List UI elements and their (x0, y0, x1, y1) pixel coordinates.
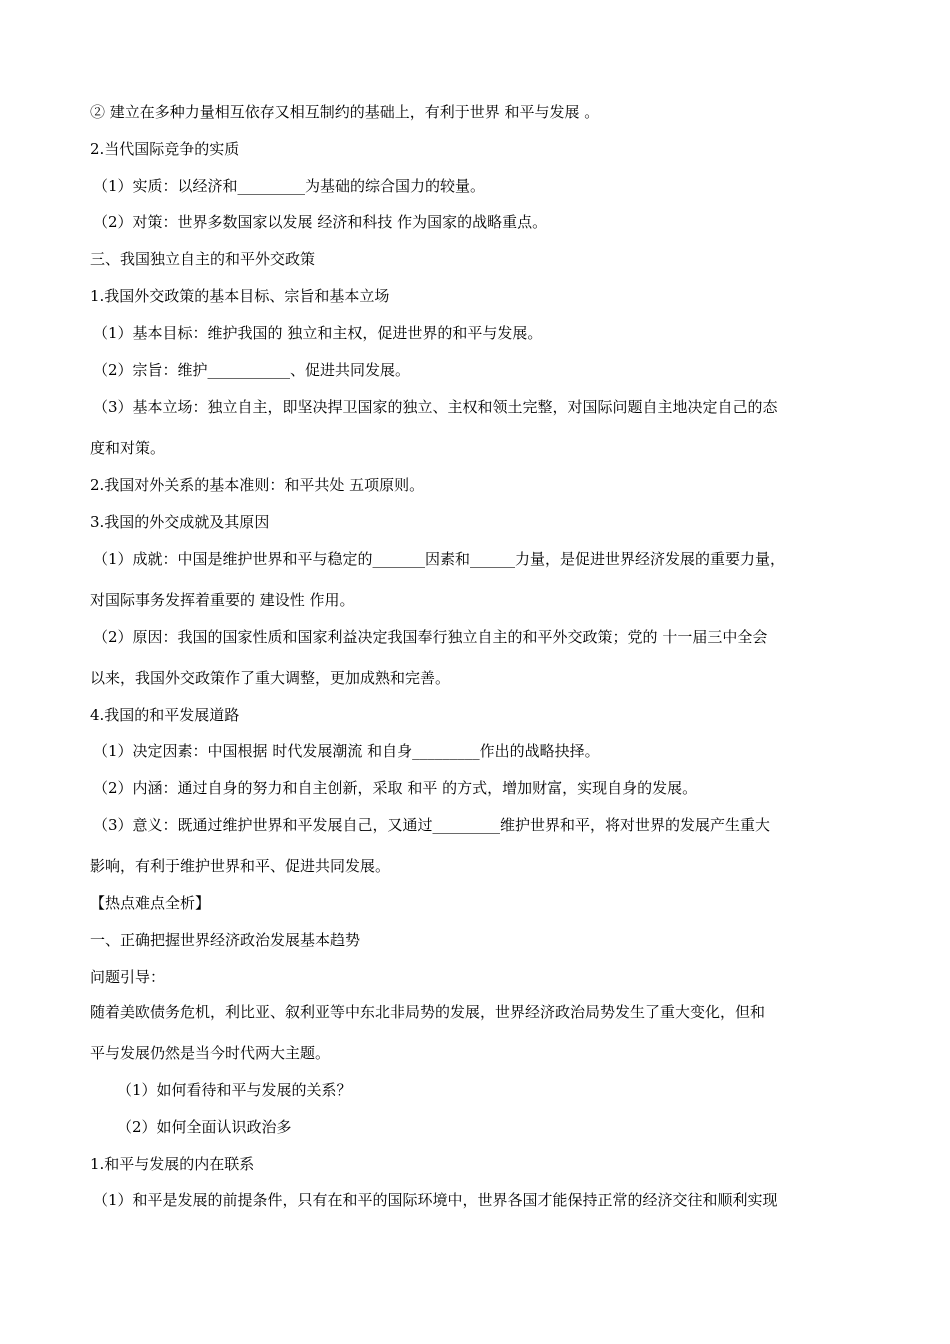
text-line: 问题引导： (90, 968, 166, 986)
text-line: （1）实质：以经济和_________为基础的综合国力的较量。 (93, 177, 486, 195)
text-line: （2）内涵：通过自身的努力和自主创新，采取 和平 的方式，增加财富，实现自身的发展。 (93, 779, 698, 797)
text-line: （3）基本立场：独立自主，即坚决捍卫国家的独立、主权和领土完整，对国际问题自主地决定自己的态 (93, 398, 778, 416)
section-heading: 【热点难点全析】 (90, 894, 211, 912)
text-line: ② 建立在多种力量相互依存又相互制约的基础上，有利于世界 和平与发展 。 (90, 103, 600, 121)
section-heading: 2.我国对外关系的基本准则：和平共处 五项原则。 (90, 476, 425, 494)
question-item: （1）如何看待和平与发展的关系？ (117, 1081, 352, 1099)
text-line: （3）意义：既通过维护世界和平发展自己，又通过_________维护世界和平，将对世界的发展产生重大 (93, 816, 771, 834)
question-item: （2）如何全面认识政治多 (117, 1118, 292, 1136)
section-heading: 1.我国外交政策的基本目标、宗旨和基本立场 (90, 287, 390, 305)
section-heading: 4.我国的和平发展道路 (90, 706, 240, 724)
text-line: （1）和平是发展的前提条件，只有在和平的国际环境中，世界各国才能保持正常的经济交往和顺利实现 (93, 1191, 778, 1209)
text-line: 以来，我国外交政策作了重大调整，更加成熟和完善。 (90, 669, 451, 687)
text-line: （2）原因：我国的国家性质和国家利益决定我国奉行独立自主的和平外交政策；党的 十一届三中全会 (93, 628, 768, 646)
text-line: 对国际事务发挥着重要的 建设性 作用。 (90, 591, 355, 609)
section-heading: 1.和平与发展的内在联系 (90, 1155, 255, 1173)
text-line: 度和对策。 (90, 439, 166, 457)
text-line: （1）基本目标：维护我国的 独立和主权，促进世界的和平与发展。 (93, 324, 543, 342)
section-heading: 2.当代国际竞争的实质 (90, 140, 240, 158)
section-heading: 一、正确把握世界经济政治发展基本趋势 (90, 931, 361, 949)
section-heading: 3.我国的外交成就及其原因 (90, 513, 270, 531)
text-line: 平与发展仍然是当今时代两大主题。 (90, 1044, 331, 1062)
text-line: 随着美欧债务危机，利比亚、叙利亚等中东北非局势的发展，世界经济政治局势发生了重大变化，但和 (90, 1003, 766, 1021)
text-line: （1）决定因素：中国根据 时代发展潮流 和自身_________作出的战略抉择。 (93, 742, 600, 760)
text-line: （2）宗旨：维护___________、促进共同发展。 (93, 361, 411, 379)
text-line: （1）成就：中国是维护世界和平与稳定的_______因素和______力量，是促进世界经济发展的重要力量， (93, 550, 786, 568)
text-line: （2）对策：世界多数国家以发展 经济和科技 作为国家的战略重点。 (93, 213, 548, 231)
text-line: 影响，有利于维护世界和平、促进共同发展。 (90, 857, 391, 875)
section-heading: 三、我国独立自主的和平外交政策 (90, 250, 316, 268)
